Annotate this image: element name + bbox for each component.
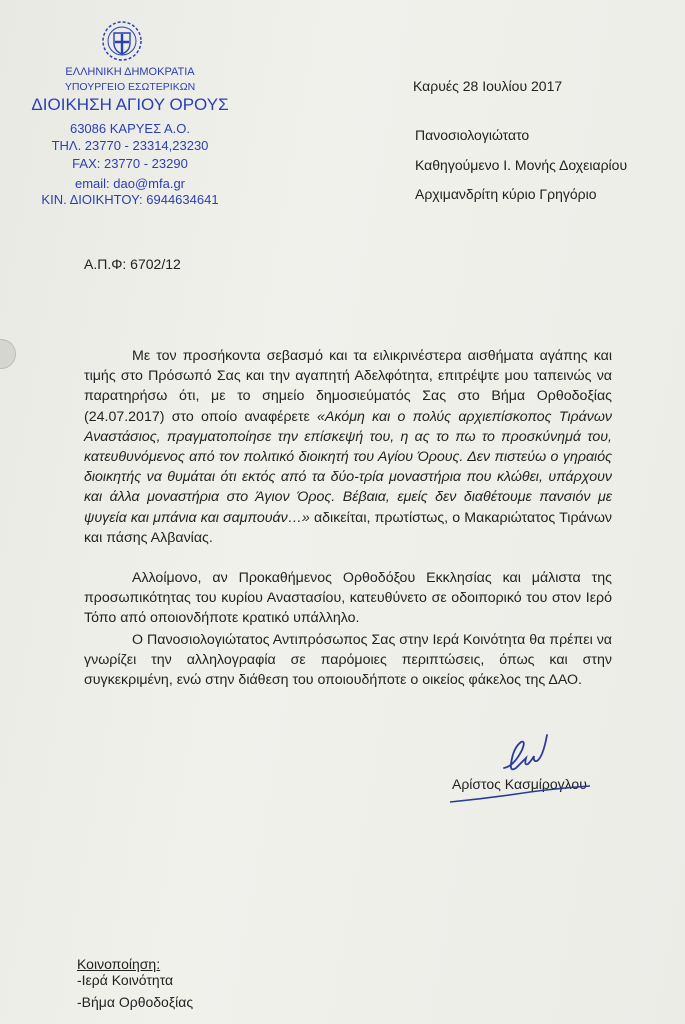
greek-coat-of-arms-icon — [101, 20, 143, 62]
recipient-line-2: Καθηγούμενο Ι. Μονής Δοχειαρίου — [415, 157, 628, 173]
header-republic: ΕΛΛΗΝΙΚΗ ΔΗΜΟΚΡΑΤΙΑ — [65, 66, 195, 78]
letter-date: Καρυές 28 Ιουλίου 2017 — [413, 78, 563, 94]
cc-title: Κοινοποίηση: — [77, 956, 161, 972]
reference-number: Α.Π.Φ: 6702/12 — [84, 256, 181, 272]
paragraph-1-start: Με τον προσήκοντα σεβασμό και τα ειλικρινέστερα αισθήματα αγάπης και τιμής στο Πρόσωπό Σας και την αγαπητή Αδελφότητα, επιτρέψτε μου ταπεινώς να παρατηρήσω ότι, με το σημείο δημοσιεύματός Σας στο Βήμα Ορθοδοξίας (24.07.2017) στο οποίο αναφέρετε — [84, 348, 612, 425]
header-mobile: ΚΙΝ. ΔΙΟΙΚΗΤΟΥ: 6944634641 — [41, 192, 219, 207]
cc-item-1: -Ιερά Κοινότητα — [77, 972, 174, 988]
signature-stroke — [448, 784, 598, 806]
header-administration: ΔΙΟΙΚΗΣΗ ΑΓΙΟΥ ΟΡΟΥΣ — [31, 95, 229, 114]
header-ministry: ΥΠΟΥΡΓΕΙΟ ΕΣΩΤΕΡΙΚΩΝ — [64, 81, 196, 93]
recipient-line-3: Αρχιμανδρίτη κύριο Γρηγόριο — [415, 186, 597, 202]
header-tel: ΤΗΛ. 23770 - 23314,23230 — [51, 138, 209, 153]
recipient-line-1: Πανοσιολογιώτατο — [415, 127, 530, 143]
body-paragraph-3: Ο Πανοσιολογιώτατος Αντιπρόσωπος Σας στην Ιερά Κοινότητα θα πρέπει να γνωρίζει την αλληλογραφία σε παρόμοιες περιπτώσεις, όπως και στην συγκεκριμένη, ενώ στην διάθεση του οποιουδήποτε ο οικείος φάκελος της ΔΑΟ. — [84, 632, 612, 689]
header-fax: FAX: 23770 - 23290 — [72, 156, 188, 171]
paragraph-1-end: αδικείται, πρωτίστως, ο Μακαριώτατος Τιράνων και πάσης Αλβανίας. — [84, 509, 612, 546]
header-email: email: dao@mfa.gr — [74, 176, 186, 191]
body-paragraph-2: Αλλοίμονο, αν Προκαθήμενος Ορθοδόξου Εκκλησίας και μάλιστα της προσωπικότητας του κυρίου Αναστασίου, κατευθύνετο σε οδοιπορικό του στον Ιερό Τόπο από οποιονδήποτε κρατικό υπάλληλο. — [84, 570, 612, 627]
body-paragraph-1 — [84, 346, 612, 548]
quoted-article: «Ακόμη και ο πολύς αρχιεπίσκοπος Τιράνων Αναστάσιος, πραγματοποίησε την επίσκεψή του, η ας το πω το προσκύνημά του, κατευθυνόμενος από τον πολιτικό διοικητή του Αγίου Όρους. Δεν πιστεύω ο γηραιός διοικητής να θυμάται ότι εκτός από τα δύο-τρία μοναστήρια που κλώθει, υπάρχουν και άλλα μοναστήρια στο Άγιον Όρος. Βέβαια, εμείς δεν διαθέτουμε πανσιόν με ψυγεία και μπάνια και σαμπουάν…» — [84, 408, 612, 526]
header-address: 63086 ΚΑΡΥΕΣ Α.Ο. — [69, 121, 191, 136]
signatory-name: Αρίστος Κασμίρογλου — [452, 776, 587, 792]
punch-hole — [0, 339, 16, 369]
cc-item-2: -Βήμα Ορθοδοξίας — [77, 994, 194, 1010]
